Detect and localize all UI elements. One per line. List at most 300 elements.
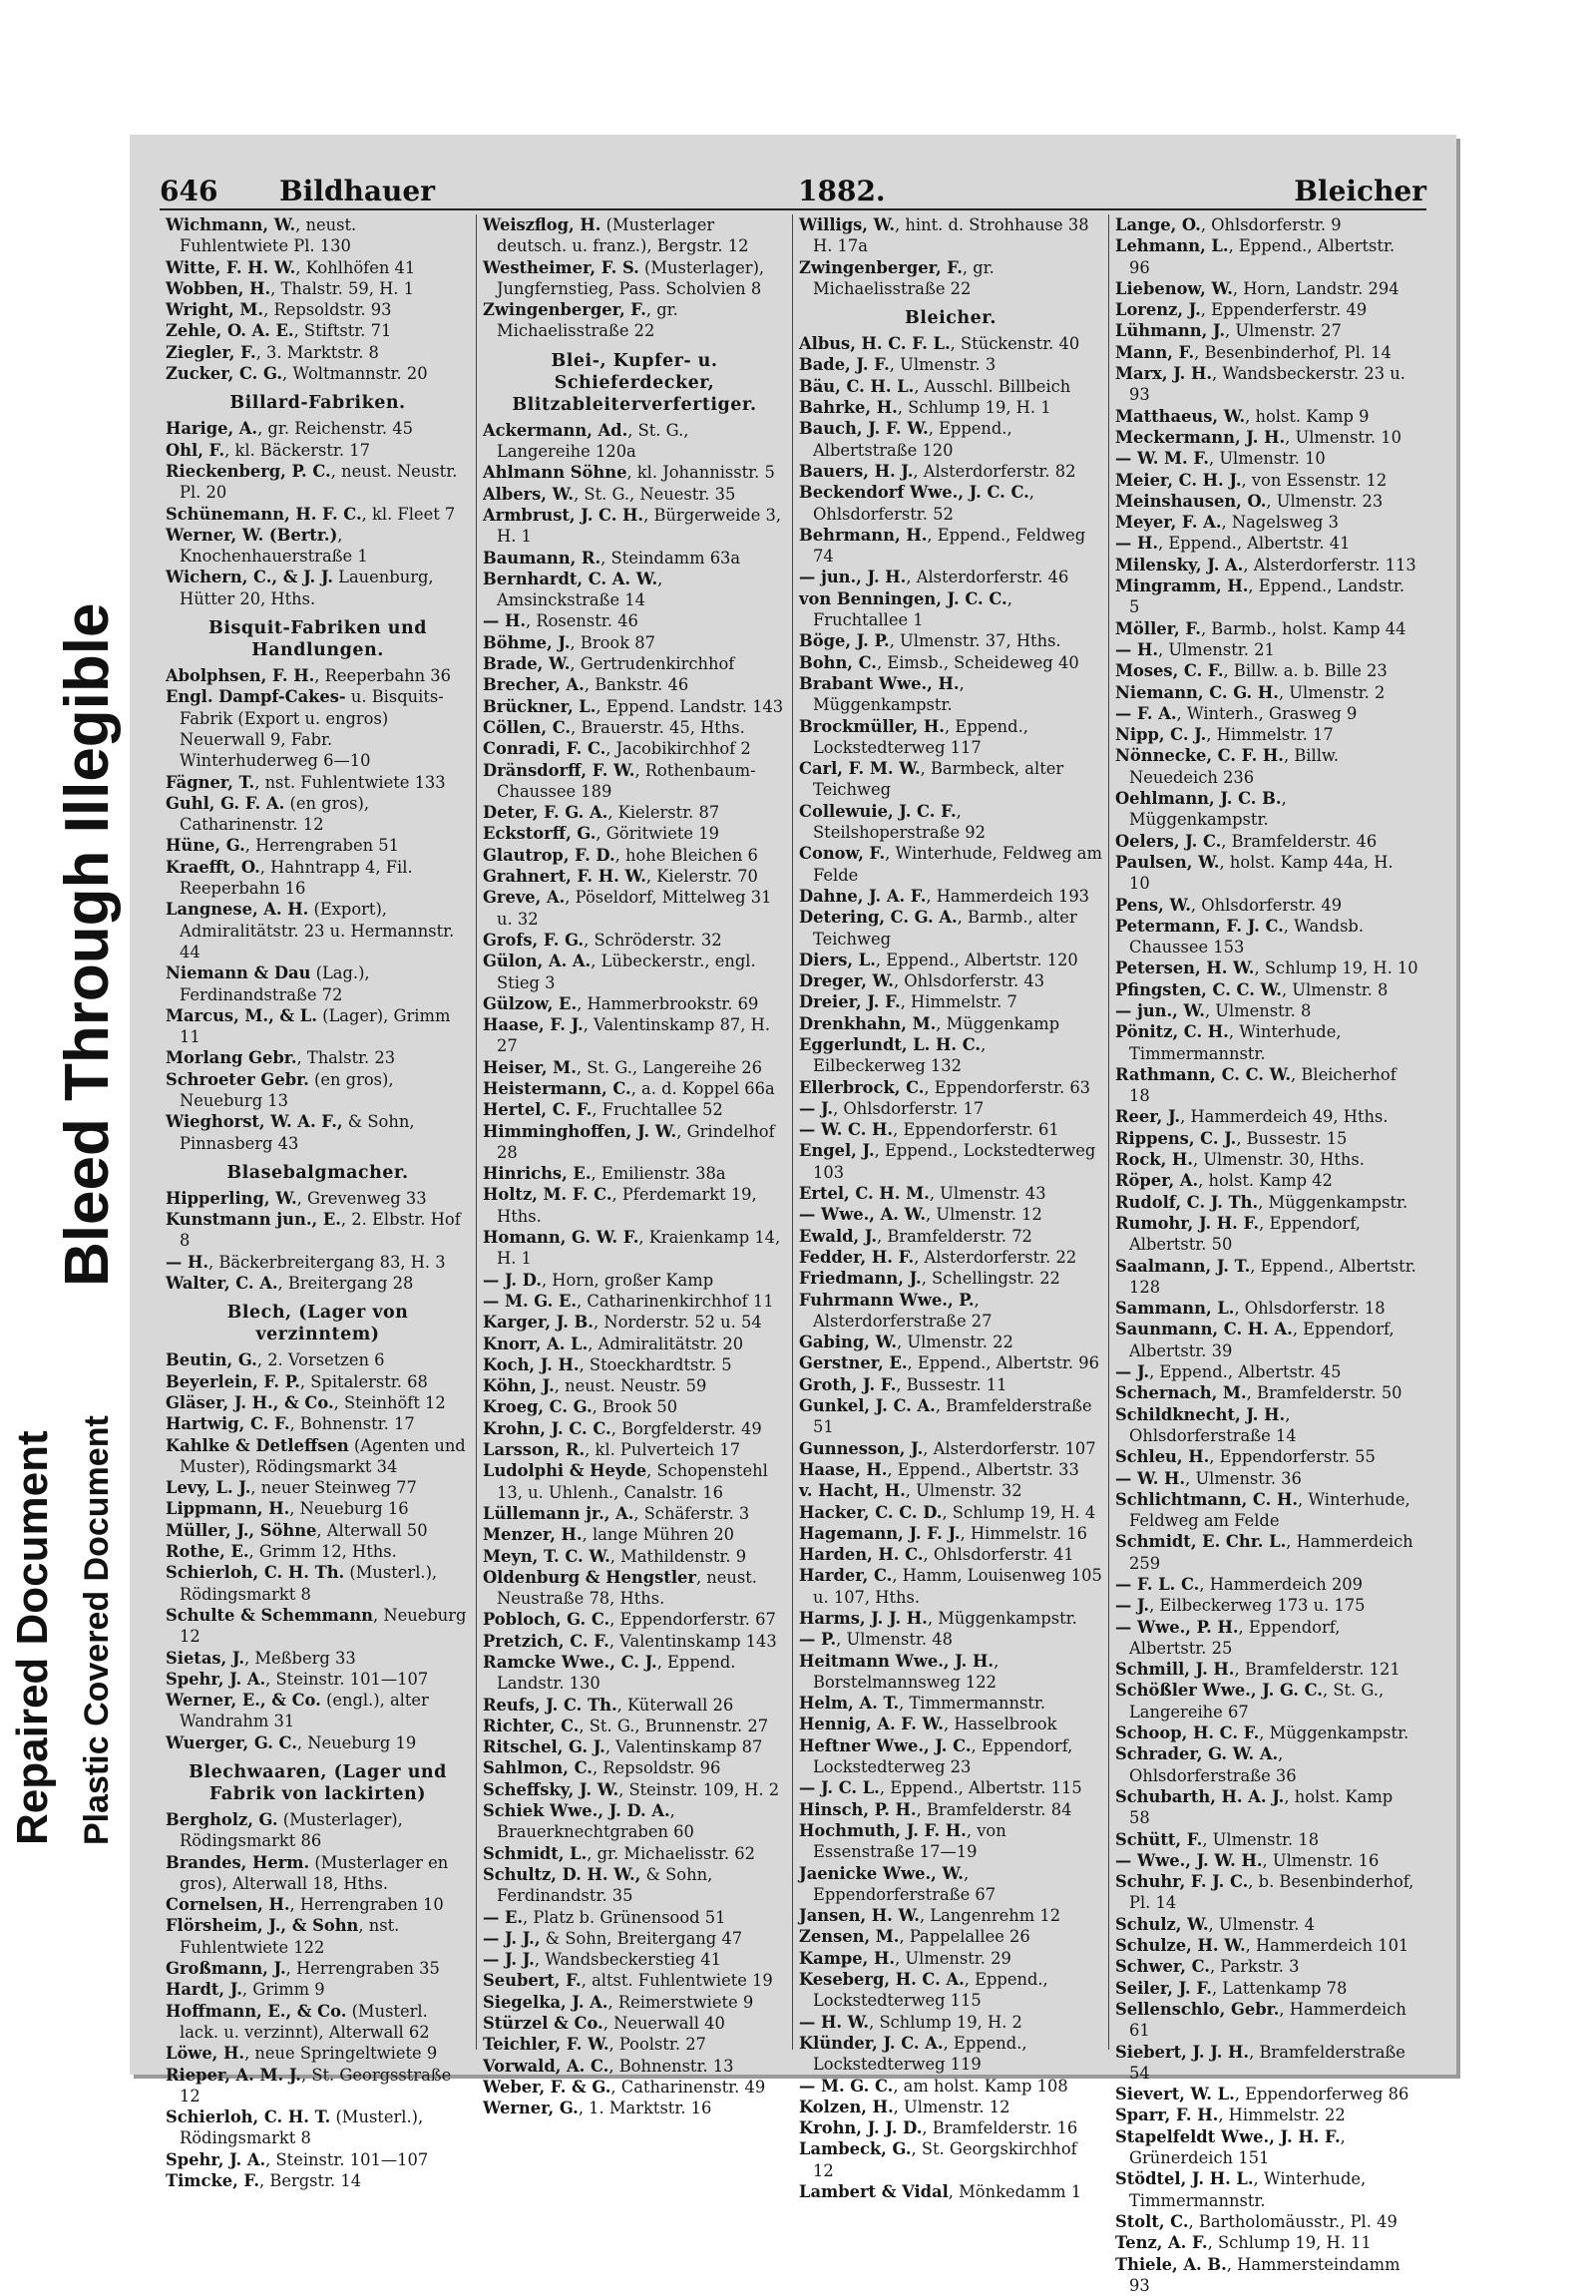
entry-address: , Rothenbaum-Chaussee 189	[497, 761, 756, 801]
entry-name: Bahrke, H.	[799, 398, 898, 417]
entry-name: — W. M. F.	[1115, 449, 1209, 468]
entry-address: , Bussestr. 11	[896, 1375, 1006, 1394]
directory-entry	[483, 696, 786, 717]
entry-name: Großmann, J.	[166, 1959, 286, 1978]
column-body	[166, 214, 470, 2191]
directory-entry	[799, 1926, 1102, 1947]
entry-address: , Ohlsdorferstr. 9	[1201, 215, 1342, 234]
entry-address: , Hammerdeich 49, Hths.	[1180, 1107, 1388, 1126]
directory-entry	[166, 214, 470, 257]
entry-name: Eggerlundt, L. H. C.	[799, 1035, 981, 1054]
entry-name: v. Hacht, H.	[799, 1481, 906, 1500]
entry-name: Harms, J. J. H.	[799, 1609, 928, 1628]
entry-address: , Kielerstr. 70	[646, 867, 758, 886]
directory-entry	[166, 857, 470, 900]
entry-name: Knorr, A. L.	[483, 1335, 588, 1353]
section-heading: Blech, (Lager von verzinntem)	[166, 1302, 470, 1345]
entry-name: — H.	[1115, 640, 1158, 659]
directory-entry	[799, 525, 1102, 568]
directory-entry	[1115, 618, 1418, 639]
entry-address: , Grindelhof 28	[497, 1122, 775, 1162]
entry-name: Schößler Wwe., J. G. C.	[1115, 1681, 1323, 1700]
entry-name: Cornelsen, H.	[166, 1895, 290, 1914]
entry-name: Lühmann, J.	[1115, 321, 1225, 340]
entry-address: (Musterlager), Jungfernstieg, Pass. Scholvien 8	[497, 258, 764, 298]
entry-address: Lauenburg, Hütter 20, Hths.	[180, 568, 434, 607]
entry-name: Wright, M.	[166, 300, 263, 319]
entry-address: , Alterwall 50	[316, 1521, 427, 1540]
entry-name: Pfingsten, C. C. W.	[1115, 980, 1282, 999]
entry-address: (Agenten und Muster), Rödingsmarkt 34	[180, 1436, 466, 1476]
directory-entry	[166, 1252, 470, 1273]
directory-entry	[166, 1894, 470, 1915]
entry-address: , kl. Fleet 7	[362, 505, 456, 524]
entry-name: Friedmann, J.	[799, 1269, 922, 1288]
directory-entry	[1115, 575, 1418, 618]
entry-name: Weiszflog, H.	[483, 215, 600, 234]
directory-entry	[483, 1970, 786, 1991]
entry-address: , neust. Fuhlentwiete Pl. 130	[180, 215, 356, 255]
entry-name: Mann, F.	[1115, 343, 1194, 362]
entry-address: , Bramfelderstr. 72	[877, 1227, 1032, 1246]
directory-entry	[1115, 957, 1418, 978]
entry-name: Brockmüller, H.	[799, 717, 945, 736]
directory-entry	[1115, 1446, 1418, 1467]
directory-entry	[483, 1928, 786, 1949]
entry-address: , Ulmenstr. 8	[1282, 980, 1388, 999]
directory-entry	[483, 1227, 786, 1270]
directory-entry	[799, 2033, 1102, 2076]
entry-address: , holst. Kamp 42	[1198, 1171, 1333, 1190]
directory-entry	[1115, 2042, 1418, 2085]
entry-address: , Brauerstr. 45, Hths.	[571, 718, 745, 737]
entry-address: , Ulmenstr. 16	[1263, 1851, 1380, 1870]
entry-address: , Müggenkampstr.	[1129, 789, 1287, 829]
directory-entry	[483, 993, 786, 1014]
entry-address: , Stiftstr. 71	[294, 321, 392, 340]
directory-entry	[483, 1312, 786, 1333]
directory-entry	[483, 887, 786, 930]
entry-address: & Sohn, Pinnasberg 43	[180, 1112, 415, 1152]
entry-name: Spehr, J. A.	[166, 1670, 265, 1689]
entry-address: , Eppend., Lockstedterweg 117	[813, 717, 1028, 757]
entry-address: , Eppend., Albertstr. 96	[1129, 236, 1395, 276]
directory-entry	[166, 1371, 470, 1392]
entry-address: , Bohnenstr. 17	[290, 1414, 415, 1433]
directory-entry	[799, 1183, 1102, 1204]
entry-address: , Eppend., Landstr. 5	[1129, 576, 1404, 616]
entry-address: , St. G., Neuestr. 35	[574, 485, 735, 504]
entry-name: Oehlmann, J. C. B.	[1115, 789, 1282, 808]
entry-name: Zucker, C. G.	[166, 364, 282, 383]
entry-name: Schildknecht, J. H.	[1115, 1405, 1285, 1424]
entry-name: Holtz, M. F. C.	[483, 1185, 612, 1204]
directory-entry	[799, 991, 1102, 1012]
directory-entry	[483, 1546, 786, 1567]
entry-address: , Thalstr. 23	[296, 1048, 395, 1067]
entry-name: Fuhrmann Wwe., P.	[799, 1291, 975, 1310]
entry-address: , hint. d. Strohhause 38 H. 17a	[813, 215, 1089, 255]
entry-address: , Spitalerstr. 68	[300, 1372, 428, 1391]
entry-address: , Brook 50	[593, 1397, 677, 1416]
entry-name: Marcus, M., & L.	[166, 1006, 317, 1025]
entry-address: , Ohlsdorferstr. 49	[1191, 896, 1342, 915]
entry-name: Beyerlein, F. P.	[166, 1372, 300, 1391]
entry-name: Hennig, A. F. W.	[799, 1715, 944, 1733]
entry-address: , Ulmenstr. 48	[836, 1630, 953, 1649]
directory-entry	[1115, 703, 1418, 724]
entry-name: Scheffsky, J. W.	[483, 1780, 618, 1799]
entry-address: , Ulmenstr. 18	[1202, 1830, 1319, 1849]
entry-name: Klünder, J. C. A.	[799, 2034, 944, 2053]
entry-name: Böge, J. P.	[799, 631, 890, 650]
directory-page	[130, 135, 1456, 2075]
stamp-repaired-document: Repaired Document	[8, 1430, 58, 1845]
entry-address: , Eppendorferstr. 61	[893, 1120, 1059, 1139]
directory-entry	[1115, 299, 1418, 320]
entry-name: Heitmann Wwe., J. H.	[799, 1652, 994, 1671]
entry-address: , Breitergang 28	[278, 1274, 414, 1293]
entry-address: , Stoeckhardtstr. 5	[580, 1355, 732, 1374]
entry-address: & Sohn, Ferdinandstr. 35	[497, 1865, 712, 1905]
directory-entry	[1115, 1935, 1418, 1956]
directory-entry	[166, 1979, 470, 2000]
entry-name: Rothe, E.	[166, 1542, 249, 1561]
entry-name: — J.	[799, 1099, 833, 1118]
entry-address: , Schellingstr. 22	[922, 1269, 1060, 1288]
entry-name: Bäu, C. H. L.	[799, 377, 914, 396]
entry-address: , Wandsbeckerstr. 23 u. 93	[1129, 364, 1405, 404]
entry-name: Schernach, M.	[1115, 1383, 1247, 1402]
entry-name: Heistermann, C.	[483, 1079, 631, 1098]
directory-entry	[166, 1349, 470, 1370]
column-3	[792, 214, 1108, 2050]
directory-entry	[799, 1459, 1102, 1480]
page-inner	[160, 175, 1426, 2050]
entry-name: Paulsen, W.	[1115, 853, 1220, 872]
entry-address: , kl. Pulverteich 17	[585, 1440, 740, 1459]
directory-entry	[166, 418, 470, 439]
entry-name: Mingramm, H.	[1115, 576, 1248, 595]
entry-address: , am holst. Kamp 108	[893, 2077, 1067, 2096]
entry-name: Schütt, F.	[1115, 1830, 1202, 1849]
entry-name: Brandes, Herm.	[166, 1853, 309, 1872]
entry-address: , Eppendorferstr. 63	[924, 1078, 1090, 1097]
directory-entry	[483, 1864, 786, 1907]
entry-address: , neue Springeltwiete 9	[244, 2044, 437, 2063]
entry-name: Böhme, J.	[483, 633, 571, 652]
directory-entry	[483, 1800, 786, 1843]
directory-entry	[1115, 639, 1418, 660]
entry-address: , Schlump 19, H. 4	[942, 1503, 1095, 1522]
entry-name: Hochmuth, J. F. H.	[799, 1821, 967, 1840]
directory-entry	[166, 899, 470, 962]
entry-name: Harden, H. C.	[799, 1545, 924, 1564]
entry-address: , Himmelstr. 16	[961, 1524, 1087, 1543]
directory-entry	[799, 1290, 1102, 1333]
entry-address: , Schäferstr. 3	[633, 1504, 749, 1523]
entry-address: , Poolstr. 27	[609, 2035, 706, 2054]
entry-name: Brückner, L.	[483, 697, 596, 716]
entry-name: Kunstmann jun., E.	[166, 1210, 341, 1229]
entry-address: , Ulmenstr. 2	[1279, 683, 1385, 702]
directory-entry	[799, 257, 1102, 300]
entry-name: Stürzel & Co.	[483, 2014, 603, 2033]
directory-entry	[483, 1631, 786, 1652]
entry-name: Dreger, W.	[799, 971, 894, 990]
directory-entry	[1115, 895, 1418, 916]
entry-name: Kroeg, C. G.	[483, 1397, 593, 1416]
entry-address: , Bramfelderstr. 84	[917, 1800, 1072, 1819]
entry-address: , St. Georgsstraße 12	[180, 2066, 451, 2105]
entry-name: Lambert & Vidal	[799, 2182, 949, 2201]
entry-name: Krohn, J. J. D.	[799, 2118, 922, 2137]
entry-address: , Müggenkampstr.	[1259, 1723, 1408, 1742]
directory-entry	[166, 1392, 470, 1413]
entry-address: , Hahntrapp 4, Fil. Reeperbahn 16	[180, 858, 413, 898]
directory-entry	[1115, 1361, 1418, 1382]
entry-name: Schroeter Gebr.	[166, 1070, 309, 1089]
entry-name: — E.	[483, 1908, 523, 1927]
entry-name: Jaenicke Wwe., W.	[799, 1864, 964, 1883]
entry-name: Keseberg, H. C. A.	[799, 1970, 965, 1989]
entry-address: , Catharinenkirchhof 11	[577, 1292, 774, 1311]
entry-name: Kolzen, H.	[799, 2098, 894, 2116]
directory-entry	[1115, 1722, 1418, 1743]
directory-entry	[1115, 916, 1418, 958]
entry-address: , Ulmenstr. 43	[930, 1184, 1046, 1203]
entry-address: , nst. Fuhlentwiete 133	[254, 773, 445, 792]
entry-address: , Alsterdorferstr. 46	[906, 568, 1068, 586]
entry-address: , Nagelsweg 3	[1222, 513, 1339, 532]
entry-name: Oldenburg & Hengstler	[483, 1568, 696, 1587]
directory-entry	[483, 1418, 786, 1439]
entry-name: — P.	[799, 1630, 836, 1649]
entry-name: Sammann, L.	[1115, 1299, 1234, 1318]
entry-name: Westheimer, F. S.	[483, 258, 639, 277]
entry-name: Schulte & Schemmann	[166, 1606, 373, 1625]
entry-name: — H. W.	[799, 2013, 869, 2032]
entry-address: , gr. Michaelisstraße 22	[497, 300, 678, 340]
entry-address: , Woltmannstr. 20	[282, 364, 428, 383]
entry-name: Lorenz, J.	[1115, 300, 1201, 319]
directory-entry	[166, 1005, 470, 1048]
entry-address: (Musterlager), Rödingsmarkt 86	[180, 1810, 403, 1850]
entry-address: , Neueburg 16	[289, 1499, 408, 1518]
entry-address: , Neuerwall 40	[603, 2014, 725, 2033]
directory-entry	[166, 1477, 470, 1498]
directory-entry	[166, 461, 470, 504]
entry-address: , Bohnenstr. 13	[608, 2057, 733, 2076]
entry-name: Timcke, F.	[166, 2171, 259, 2190]
entry-name: Ertel, C. H. M.	[799, 1184, 930, 1203]
directory-entry	[1115, 406, 1418, 427]
entry-address: , Valentinskamp 143	[609, 1632, 777, 1651]
directory-entry	[799, 333, 1102, 354]
directory-entry	[166, 1111, 470, 1154]
entry-name: Nönnecke, C. F. H.	[1115, 746, 1284, 765]
directory-entry	[1115, 1000, 1418, 1021]
entry-address: , Himmelstr. 22	[1218, 2105, 1345, 2124]
entry-name: Schierloh, C. H. T.	[166, 2107, 330, 2126]
entry-address: , Schlump 19, H. 11	[1208, 2233, 1372, 2252]
directory-entry	[166, 1562, 470, 1605]
entry-name: Lüllemann jr., A.	[483, 1504, 633, 1523]
directory-entry	[483, 1291, 786, 1312]
entry-name: Gerstner, E.	[799, 1353, 908, 1372]
directory-entry	[483, 610, 786, 631]
entry-address: , a. d. Koppel 66a	[631, 1079, 775, 1098]
entry-address: , altst. Fuhlentwiete 19	[582, 1971, 773, 1990]
entry-address: , Alsterdorferstr. 113	[1243, 556, 1415, 574]
entry-address: , Küterwall 26	[617, 1696, 734, 1715]
entry-name: Rathmann, C. C. W.	[1115, 1065, 1291, 1084]
left-running-head: Bildhauer	[279, 175, 435, 207]
entry-name: Albus, H. C. F. L.	[799, 334, 951, 353]
entry-address: , Eppend., Albertstr. 33	[887, 1460, 1078, 1479]
directory-entry	[166, 1541, 470, 1562]
directory-entry	[799, 1013, 1102, 1034]
directory-entry	[799, 1140, 1102, 1183]
entry-address: , holst. Kamp 9	[1245, 407, 1369, 426]
entry-name: Meier, C. H. J.	[1115, 471, 1242, 490]
entry-name: Jansen, H. W.	[799, 1906, 920, 1925]
entry-name: Dahne, J. A. F.	[799, 887, 926, 906]
directory-entry	[483, 717, 786, 738]
directory-entry	[1115, 1786, 1418, 1829]
directory-entry	[483, 1396, 786, 1417]
entry-name: Lange, O.	[1115, 215, 1201, 234]
entry-address: , Eilbeckerweg 173 u. 175	[1149, 1596, 1365, 1615]
entry-address: , gr. Michaelisstr. 62	[587, 1844, 755, 1863]
directory-entry	[1115, 427, 1418, 448]
directory-entry	[166, 2149, 470, 2170]
entry-address: , Parkstr. 3	[1210, 1957, 1300, 1976]
directory-entry	[483, 1334, 786, 1354]
entry-name: — J. J.,	[483, 1929, 541, 1948]
entry-name: Brade, W.	[483, 654, 570, 673]
page-header	[160, 175, 1426, 210]
entry-address: , Hammerdeich 101	[1246, 1936, 1409, 1955]
directory-entry	[799, 673, 1102, 716]
entry-address: , Ulmenstr. 23	[1266, 492, 1383, 511]
entry-address: , Wandsbeckerstieg 41	[535, 1950, 721, 1969]
directory-entry	[166, 440, 470, 461]
directory-entry	[1115, 1298, 1418, 1319]
entry-name: Lambeck, G.	[799, 2139, 912, 2158]
directory-entry	[166, 962, 470, 1005]
entry-address: , 2. Vorsetzen 6	[257, 1350, 385, 1369]
entry-name: Sellenschlo, Gebr.	[1115, 2000, 1279, 2019]
entry-name: Thiele, A. B.	[1115, 2255, 1227, 2274]
entry-address: , Pöseldorf, Mittelweg 31 u. 32	[497, 888, 771, 928]
entry-address: , Winterh., Grasweg 9	[1177, 704, 1358, 723]
entry-address: , Eppenderferstr. 49	[1201, 300, 1367, 319]
entry-name: Pens, W.	[1115, 896, 1191, 915]
entry-name: Homann, G. W. F.	[483, 1228, 638, 1247]
entry-name: Heftner Wwe., J. C.	[799, 1736, 972, 1755]
entry-name: Langnese, A. H.	[166, 900, 308, 919]
entry-address: , Ulmenstr. 10	[1285, 428, 1401, 447]
directory-entry	[166, 1273, 470, 1294]
entry-name: Schultz, D. H. W.,	[483, 1865, 640, 1884]
directory-entry	[483, 2034, 786, 2055]
entry-name: Rippens, C. J.	[1115, 1129, 1236, 1148]
directory-entry	[1115, 235, 1418, 278]
entry-address: , Admiralitätstr. 20	[588, 1335, 743, 1353]
entry-name: — M. G. C.	[799, 2077, 893, 2096]
stamp-bleed-through: Bleed Through Illegible	[52, 603, 123, 1287]
entry-address: , Himmelstr. 7	[901, 992, 1017, 1011]
entry-address: , St. Georgskirchhof 12	[813, 2139, 1077, 2179]
directory-entry	[1115, 682, 1418, 703]
entry-name: Armbrust, J. C. H.	[483, 506, 643, 525]
entry-name: Schoop, H. C. F.	[1115, 1723, 1259, 1742]
entry-name: Schulze, H. W.	[1115, 1936, 1246, 1955]
directory-entry	[799, 843, 1102, 886]
directory-entry	[1115, 1256, 1418, 1299]
directory-entry	[1115, 1659, 1418, 1680]
directory-entry	[483, 1460, 786, 1503]
entry-address: , Fruchtallee 1	[813, 589, 1012, 629]
entry-name: Zwingenberger, F.	[799, 258, 963, 277]
entry-address: , Kielerstr. 87	[607, 803, 719, 822]
entry-address: , Ulmenstr. 12	[926, 1205, 1042, 1224]
directory-entry	[799, 1714, 1102, 1734]
entry-name: Conradi, F. C.	[483, 739, 605, 758]
entry-address: (Musterlager deutsch. u. franz.), Bergstr. 12	[497, 215, 748, 255]
entry-name: Meinshausen, O.	[1115, 492, 1266, 511]
entry-name: Ackermann, Ad.	[483, 421, 627, 440]
entry-address: , Ohlsdorferstr. 52	[813, 483, 1034, 523]
entry-address: , Herrengraben 51	[245, 836, 399, 855]
entry-name: Collewuie, J. C. F.	[799, 802, 957, 821]
directory-entry	[166, 1069, 470, 1112]
entry-name: Hacker, C. C. D.	[799, 1503, 942, 1522]
directory-entry	[166, 278, 470, 299]
entry-name: Schiek Wwe., J. D. A.	[483, 1801, 670, 1820]
directory-entry	[483, 420, 786, 463]
entry-name: Hoffmann, E., & Co.	[166, 2002, 346, 2021]
directory-entry	[799, 2012, 1102, 2033]
directory-entry	[1115, 1850, 1418, 1871]
entry-address: & Sohn, Breitergang 47	[541, 1929, 743, 1948]
entry-address: , Alsterdorferstraße 27	[813, 1291, 993, 1331]
directory-entry	[799, 397, 1102, 418]
entry-address: , Schopenstehl 13, u. Uhlenh., Canalstr. 16	[497, 1461, 768, 1501]
entry-address: , St. G., Langereihe 67	[1129, 1681, 1384, 1721]
entry-address: , Ulmenstr. 36	[1185, 1469, 1302, 1488]
directory-entry	[799, 354, 1102, 375]
entry-address: , Hammerdeich 259	[1129, 1532, 1413, 1572]
entry-name: Walter, C. A.	[166, 1274, 278, 1293]
directory-entry	[1115, 660, 1418, 681]
entry-name: Siegelka, J. A.	[483, 1993, 607, 2012]
directory-entry	[166, 567, 470, 609]
directory-entry	[483, 2077, 786, 2098]
entry-address: , gr. Michaelisstraße 22	[813, 258, 995, 298]
directory-entry	[483, 548, 786, 569]
entry-name: Werner, E., & Co.	[166, 1691, 321, 1710]
entry-name: Niemann, C. G. H.	[1115, 683, 1279, 702]
entry-name: Bade, J. F.	[799, 355, 890, 374]
directory-entry	[1115, 1999, 1418, 2042]
entry-name: Ludolphi & Heyde	[483, 1461, 646, 1480]
entry-address: , hohe Bleichen 6	[615, 846, 758, 865]
entry-address: , Norderstr. 52 u. 54	[594, 1313, 762, 1332]
entry-name: Siebert, J. J. H.	[1115, 2043, 1249, 2062]
entry-address: , Pferdemarkt 19, Hths.	[497, 1185, 757, 1225]
